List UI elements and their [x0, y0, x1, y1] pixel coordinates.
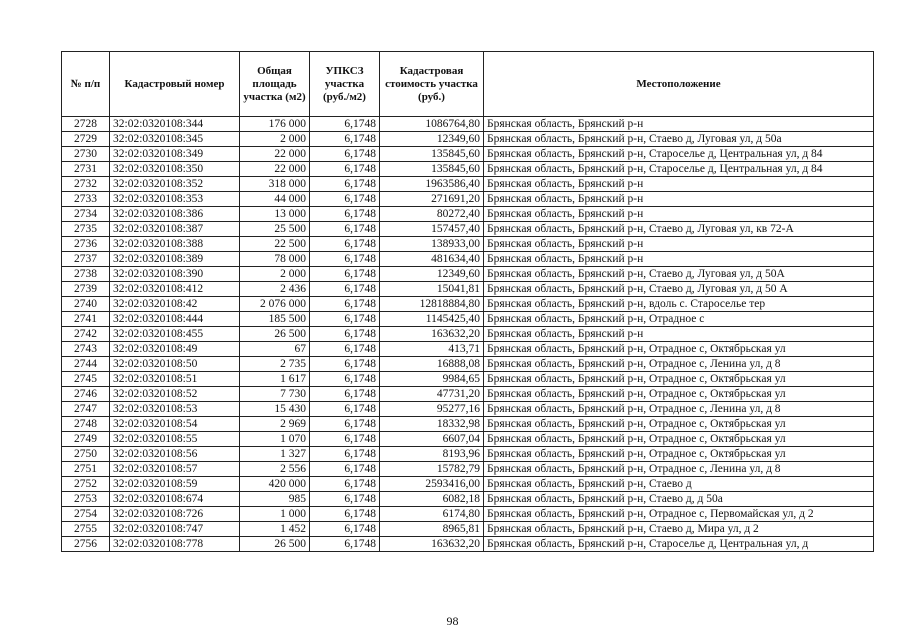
cell-cadastral-number: 32:02:0320108:386	[110, 207, 240, 222]
cell-location: Брянская область, Брянский р-н, Отрадное с, Октябрьская ул	[484, 432, 874, 447]
table-row	[62, 207, 874, 222]
cell-location: Брянская область, Брянский р-н	[484, 327, 874, 342]
cell-cadastral-number: 32:02:0320108:726	[110, 507, 240, 522]
cell-location: Брянская область, Брянский р-н, Отрадное с, Ленина ул, д 8	[484, 357, 874, 372]
cell-num: 2729	[62, 132, 110, 147]
table-row	[62, 417, 874, 432]
cell-upksz: 6,1748	[310, 432, 380, 447]
cell-cost: 2593416,00	[380, 477, 484, 492]
cell-num: 2756	[62, 537, 110, 552]
table-row	[62, 327, 874, 342]
header-num: № п/п	[62, 52, 110, 117]
cell-area: 22 000	[240, 162, 310, 177]
cadastral-table	[61, 51, 874, 552]
cell-num: 2752	[62, 477, 110, 492]
cell-area: 2 969	[240, 417, 310, 432]
cell-num: 2728	[62, 117, 110, 132]
cell-area: 13 000	[240, 207, 310, 222]
cell-num: 2755	[62, 522, 110, 537]
cell-cadastral-number: 32:02:0320108:52	[110, 387, 240, 402]
cell-cadastral-number: 32:02:0320108:353	[110, 192, 240, 207]
cell-upksz: 6,1748	[310, 357, 380, 372]
cell-cost: 12818884,80	[380, 297, 484, 312]
header-cadastral-number: Кадастровый номер	[110, 52, 240, 117]
cell-area: 26 500	[240, 537, 310, 552]
cell-area: 7 730	[240, 387, 310, 402]
cell-cadastral-number: 32:02:0320108:390	[110, 267, 240, 282]
cell-num: 2731	[62, 162, 110, 177]
cell-upksz: 6,1748	[310, 477, 380, 492]
cell-location: Брянская область, Брянский р-н, Стаево д, Луговая ул, д 50А	[484, 267, 874, 282]
cell-cost: 8965,81	[380, 522, 484, 537]
cell-location: Брянская область, Брянский р-н	[484, 207, 874, 222]
cell-cadastral-number: 32:02:0320108:412	[110, 282, 240, 297]
cell-num: 2748	[62, 417, 110, 432]
cell-upksz: 6,1748	[310, 132, 380, 147]
cell-location: Брянская область, Брянский р-н, Стаево д, Луговая ул, кв 72-А	[484, 222, 874, 237]
cell-num: 2744	[62, 357, 110, 372]
cell-num: 2736	[62, 237, 110, 252]
cell-area: 15 430	[240, 402, 310, 417]
cell-cadastral-number: 32:02:0320108:345	[110, 132, 240, 147]
cell-cadastral-number: 32:02:0320108:42	[110, 297, 240, 312]
cell-cadastral-number: 32:02:0320108:51	[110, 372, 240, 387]
cell-cost: 135845,60	[380, 147, 484, 162]
cell-upksz: 6,1748	[310, 492, 380, 507]
table-row	[62, 432, 874, 447]
cell-num: 2750	[62, 447, 110, 462]
cell-num: 2742	[62, 327, 110, 342]
table-row	[62, 177, 874, 192]
cell-area: 78 000	[240, 252, 310, 267]
cell-cadastral-number: 32:02:0320108:444	[110, 312, 240, 327]
cell-num: 2747	[62, 402, 110, 417]
table-row	[62, 447, 874, 462]
cell-upksz: 6,1748	[310, 267, 380, 282]
table-row	[62, 147, 874, 162]
cell-cost: 9984,65	[380, 372, 484, 387]
cell-area: 26 500	[240, 327, 310, 342]
cell-upksz: 6,1748	[310, 447, 380, 462]
cell-location: Брянская область, Брянский р-н, Отрадное с, Ленина ул, д 8	[484, 402, 874, 417]
cell-cost: 6607,04	[380, 432, 484, 447]
cell-cadastral-number: 32:02:0320108:349	[110, 147, 240, 162]
cell-area: 25 500	[240, 222, 310, 237]
cell-num: 2735	[62, 222, 110, 237]
cell-cost: 6174,80	[380, 507, 484, 522]
table-row	[62, 282, 874, 297]
cell-area: 22 000	[240, 147, 310, 162]
cell-num: 2743	[62, 342, 110, 357]
table-row	[62, 117, 874, 132]
cell-location: Брянская область, Брянский р-н, Отрадное с, Октябрьская ул	[484, 372, 874, 387]
table-row	[62, 162, 874, 177]
cell-location: Брянская область, Брянский р-н, Староселье д, Центральная ул, д	[484, 537, 874, 552]
cell-cost: 6082,18	[380, 492, 484, 507]
cell-location: Брянская область, Брянский р-н	[484, 252, 874, 267]
cell-area: 1 070	[240, 432, 310, 447]
cell-num: 2741	[62, 312, 110, 327]
cell-location: Брянская область, Брянский р-н, Стаево д	[484, 477, 874, 492]
table-row	[62, 267, 874, 282]
cell-area: 2 076 000	[240, 297, 310, 312]
cell-upksz: 6,1748	[310, 117, 380, 132]
cell-location: Брянская область, Брянский р-н	[484, 177, 874, 192]
table-row	[62, 522, 874, 537]
table-row	[62, 507, 874, 522]
cell-upksz: 6,1748	[310, 387, 380, 402]
cell-cost: 135845,60	[380, 162, 484, 177]
cell-upksz: 6,1748	[310, 537, 380, 552]
cell-upksz: 6,1748	[310, 462, 380, 477]
cell-area: 1 000	[240, 507, 310, 522]
cell-cost: 163632,20	[380, 327, 484, 342]
cell-location: Брянская область, Брянский р-н, Отрадное с, Первомайская ул, д 2	[484, 507, 874, 522]
cell-cost: 413,71	[380, 342, 484, 357]
cell-cost: 18332,98	[380, 417, 484, 432]
cell-num: 2739	[62, 282, 110, 297]
cell-location: Брянская область, Брянский р-н, Стаево д, д 50а	[484, 492, 874, 507]
cell-cadastral-number: 32:02:0320108:674	[110, 492, 240, 507]
cell-area: 2 000	[240, 132, 310, 147]
cell-cadastral-number: 32:02:0320108:53	[110, 402, 240, 417]
cell-location: Брянская область, Брянский р-н, Отрадное с	[484, 312, 874, 327]
cell-cadastral-number: 32:02:0320108:747	[110, 522, 240, 537]
cell-upksz: 6,1748	[310, 327, 380, 342]
cell-area: 2 556	[240, 462, 310, 477]
cell-upksz: 6,1748	[310, 312, 380, 327]
cell-cadastral-number: 32:02:0320108:387	[110, 222, 240, 237]
cell-upksz: 6,1748	[310, 237, 380, 252]
cell-upksz: 6,1748	[310, 417, 380, 432]
table-row	[62, 537, 874, 552]
cell-location: Брянская область, Брянский р-н, Отрадное с, Октябрьская ул	[484, 447, 874, 462]
cell-cost: 138933,00	[380, 237, 484, 252]
cell-area: 176 000	[240, 117, 310, 132]
cell-cost: 80272,40	[380, 207, 484, 222]
cell-area: 185 500	[240, 312, 310, 327]
cell-num: 2733	[62, 192, 110, 207]
header-cost: Кадастровая стоимость участка (руб.)	[380, 52, 484, 117]
cell-cost: 157457,40	[380, 222, 484, 237]
cell-area: 22 500	[240, 237, 310, 252]
cell-location: Брянская область, Брянский р-н, Отрадное с, Октябрьская ул	[484, 417, 874, 432]
cell-cost: 1963586,40	[380, 177, 484, 192]
cell-area: 2 735	[240, 357, 310, 372]
cell-cadastral-number: 32:02:0320108:350	[110, 162, 240, 177]
cell-location: Брянская область, Брянский р-н, Староселье д, Центральная ул, д 84	[484, 162, 874, 177]
cell-num: 2734	[62, 207, 110, 222]
cell-cadastral-number: 32:02:0320108:455	[110, 327, 240, 342]
cell-area: 1 617	[240, 372, 310, 387]
cell-cost: 12349,60	[380, 132, 484, 147]
table-row	[62, 387, 874, 402]
cell-cost: 12349,60	[380, 267, 484, 282]
cell-cost: 163632,20	[380, 537, 484, 552]
table-row	[62, 222, 874, 237]
cell-location: Брянская область, Брянский р-н, Отрадное с, Ленина ул, д 8	[484, 462, 874, 477]
cell-upksz: 6,1748	[310, 507, 380, 522]
table-row	[62, 477, 874, 492]
cell-upksz: 6,1748	[310, 522, 380, 537]
cell-upksz: 6,1748	[310, 222, 380, 237]
cell-cost: 47731,20	[380, 387, 484, 402]
cell-cost: 15782,79	[380, 462, 484, 477]
cell-upksz: 6,1748	[310, 192, 380, 207]
cell-upksz: 6,1748	[310, 372, 380, 387]
header-area: Общая площадь участка (м2)	[240, 52, 310, 117]
cell-area: 2 000	[240, 267, 310, 282]
table-row	[62, 297, 874, 312]
table-row	[62, 237, 874, 252]
cell-num: 2746	[62, 387, 110, 402]
cell-upksz: 6,1748	[310, 342, 380, 357]
cell-cost: 481634,40	[380, 252, 484, 267]
cell-upksz: 6,1748	[310, 402, 380, 417]
cell-location: Брянская область, Брянский р-н, Стаево д, Луговая ул, д 50а	[484, 132, 874, 147]
cell-cost: 1145425,40	[380, 312, 484, 327]
cell-location: Брянская область, Брянский р-н	[484, 237, 874, 252]
cell-area: 2 436	[240, 282, 310, 297]
cell-cost: 271691,20	[380, 192, 484, 207]
cell-upksz: 6,1748	[310, 282, 380, 297]
cell-num: 2738	[62, 267, 110, 282]
cell-location: Брянская область, Брянский р-н, Стаево д, Мира ул, д 2	[484, 522, 874, 537]
cell-cadastral-number: 32:02:0320108:352	[110, 177, 240, 192]
cell-location: Брянская область, Брянский р-н, вдоль с. Староселье тер	[484, 297, 874, 312]
cell-area: 67	[240, 342, 310, 357]
cell-area: 44 000	[240, 192, 310, 207]
table-row	[62, 192, 874, 207]
cell-location: Брянская область, Брянский р-н, Стаево д, Луговая ул, д 50 А	[484, 282, 874, 297]
cell-location: Брянская область, Брянский р-н, Отрадное с, Октябрьская ул	[484, 342, 874, 357]
cell-upksz: 6,1748	[310, 297, 380, 312]
table-row	[62, 342, 874, 357]
cell-area: 1 452	[240, 522, 310, 537]
table-row	[62, 402, 874, 417]
cell-num: 2730	[62, 147, 110, 162]
cell-upksz: 6,1748	[310, 162, 380, 177]
cell-cadastral-number: 32:02:0320108:56	[110, 447, 240, 462]
page-number: 98	[446, 614, 459, 628]
cell-num: 2753	[62, 492, 110, 507]
cell-cost: 1086764,80	[380, 117, 484, 132]
cell-area: 420 000	[240, 477, 310, 492]
cell-num: 2749	[62, 432, 110, 447]
cell-upksz: 6,1748	[310, 207, 380, 222]
table-header-row	[62, 52, 874, 117]
cell-num: 2754	[62, 507, 110, 522]
cell-cadastral-number: 32:02:0320108:54	[110, 417, 240, 432]
cell-num: 2751	[62, 462, 110, 477]
cell-cost: 8193,96	[380, 447, 484, 462]
header-location: Местоположение	[484, 52, 874, 117]
table-row	[62, 462, 874, 477]
cell-cost: 16888,08	[380, 357, 484, 372]
cell-num: 2732	[62, 177, 110, 192]
cell-cadastral-number: 32:02:0320108:389	[110, 252, 240, 267]
cell-area: 985	[240, 492, 310, 507]
cell-location: Брянская область, Брянский р-н	[484, 192, 874, 207]
cell-upksz: 6,1748	[310, 147, 380, 162]
table-row	[62, 132, 874, 147]
cell-cadastral-number: 32:02:0320108:344	[110, 117, 240, 132]
cell-area: 318 000	[240, 177, 310, 192]
cell-area: 1 327	[240, 447, 310, 462]
table-row	[62, 252, 874, 267]
cell-cost: 95277,16	[380, 402, 484, 417]
cell-cadastral-number: 32:02:0320108:55	[110, 432, 240, 447]
cell-cadastral-number: 32:02:0320108:49	[110, 342, 240, 357]
cell-cadastral-number: 32:02:0320108:50	[110, 357, 240, 372]
table-row	[62, 357, 874, 372]
cell-cadastral-number: 32:02:0320108:59	[110, 477, 240, 492]
cell-location: Брянская область, Брянский р-н, Староселье д, Центральная ул, д 84	[484, 147, 874, 162]
cell-upksz: 6,1748	[310, 177, 380, 192]
table-row	[62, 372, 874, 387]
cell-num: 2740	[62, 297, 110, 312]
cell-cost: 15041,81	[380, 282, 484, 297]
cell-upksz: 6,1748	[310, 252, 380, 267]
cell-cadastral-number: 32:02:0320108:57	[110, 462, 240, 477]
cell-cadastral-number: 32:02:0320108:388	[110, 237, 240, 252]
cell-cadastral-number: 32:02:0320108:778	[110, 537, 240, 552]
header-upksz: УПКСЗ участка (руб./м2)	[310, 52, 380, 117]
table-row	[62, 492, 874, 507]
cell-location: Брянская область, Брянский р-н, Отрадное с, Октябрьская ул	[484, 387, 874, 402]
cell-num: 2737	[62, 252, 110, 267]
cell-location: Брянская область, Брянский р-н	[484, 117, 874, 132]
cell-num: 2745	[62, 372, 110, 387]
table-row	[62, 312, 874, 327]
